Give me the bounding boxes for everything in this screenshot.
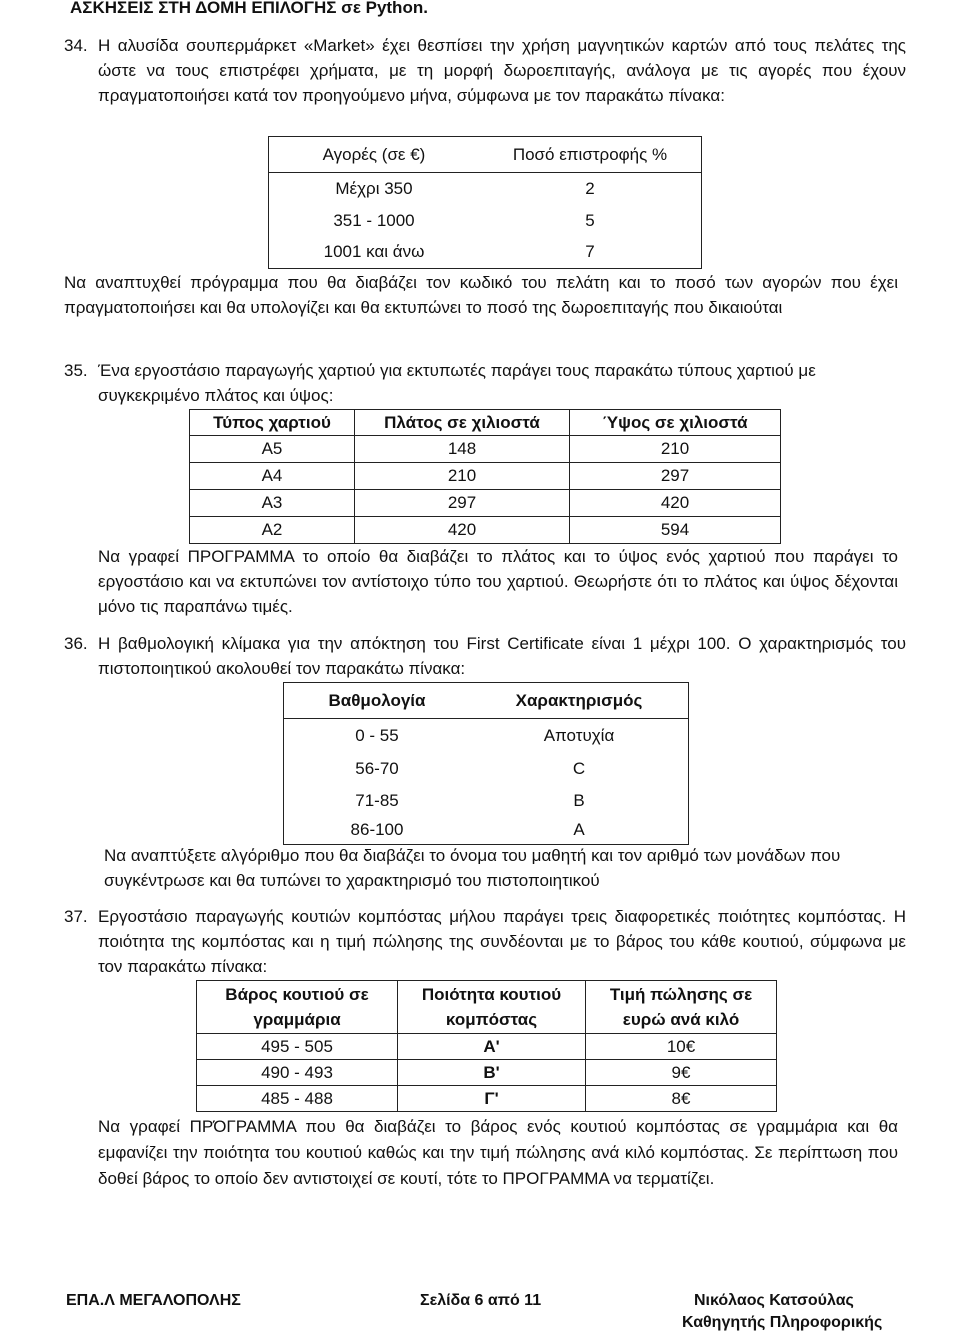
table-header: Ποσό επιστροφής % xyxy=(479,137,702,173)
exercise-36 xyxy=(64,631,906,681)
table-header: Βάρος κουτιού σε γραμμάρια xyxy=(197,981,398,1034)
table-cell: 9€ xyxy=(586,1060,777,1086)
table-cell: 210 xyxy=(355,463,570,490)
exercise-34 xyxy=(64,33,906,108)
table-header: Τύπος χαρτιού xyxy=(190,410,355,436)
exercise-35-task xyxy=(98,544,898,619)
table-cell: Αποτυχία xyxy=(543,725,615,745)
table-cell: 490 - 493 xyxy=(197,1060,398,1086)
exercise-intro: Η βαθμολογική κλίμακα για την απόκτηση του First Certificate είναι 1 μέχρι 100. Ο χαρακτηρισμός του πιστοποιητικού ακολουθεί τον παρακάτω πίνακα: xyxy=(98,634,906,678)
table-cell: B' xyxy=(398,1060,586,1086)
page-header: ΑΣΚΗΣΕΙΣ ΣΤΗ ΔΟΜΗ ΕΠΙΛΟΓΗΣ σε Python. xyxy=(70,0,428,17)
paper-table xyxy=(189,409,781,544)
table-cell: 210 xyxy=(570,436,781,463)
exercise-34-task xyxy=(64,270,898,320)
exercise-number: 35. xyxy=(64,361,88,380)
table-cell: 5 xyxy=(585,210,595,230)
exercise-number: 34. xyxy=(64,36,88,55)
table-cell: 56-70 xyxy=(355,758,399,778)
table-cell: 420 xyxy=(570,490,781,517)
footer-role: Καθηγητής Πληροφορικής xyxy=(682,1314,883,1331)
exercise-task: Να αναπτύξετε αλγόριθμο που θα διαβάζει το όνομα του μαθητή και τον αριθμό των μονάδων που συγκέντρωσε και θα τυπώνει το χαρακτηρισμό του πιστοποιητικού xyxy=(104,846,841,890)
exercise-37-task xyxy=(98,1114,898,1192)
cashback-table xyxy=(268,136,702,269)
table-cell: Γ' xyxy=(398,1086,586,1112)
table-header: Ύψος σε χιλιοστά xyxy=(570,410,781,436)
exercise-number: 36. xyxy=(64,634,88,653)
table-cell: A2 xyxy=(190,517,355,544)
table-cell: 10€ xyxy=(586,1034,777,1060)
exercise-task: Να αναπτυχθεί πρόγραμμα που θα διαβάζει τον κωδικό του πελάτη και το ποσό των αγορών που έχει πραγματοποιήσει και θα υπολογίζει και θα εκτυπώνει το ποσό της δωροεπιταγής που δικαιούται xyxy=(64,273,898,317)
table-header: Πλάτος σε χιλιοστά xyxy=(355,410,570,436)
table-cell: A' xyxy=(398,1034,586,1060)
table-cell: 594 xyxy=(570,517,781,544)
table-cell: C xyxy=(572,758,586,778)
footer-author: Νικόλαος Κατσούλας xyxy=(694,1292,854,1309)
table-cell: 0 - 55 xyxy=(355,725,399,745)
table-cell: A4 xyxy=(190,463,355,490)
table-header: Ποιότητα κουτιού κομπόστας xyxy=(398,981,586,1034)
table-cell: 351 - 1000 xyxy=(333,210,415,230)
table-cell: 71-85 xyxy=(355,790,399,810)
table-cell: B xyxy=(573,790,585,810)
exercise-intro: Η αλυσίδα σουπερμάρκετ «Market» έχει θεσπίσει την χρήση μαγνητικών καρτών από τους πελάτες της ώστε να τους επιστρέφει χρήματα, με τη μορφή δωροεπιταγής, ανάλογα με τις αγορές που έχουν πραγματοποιήσει κατά τον προηγούμενο μήνα, σύμφωνα με τον παρακάτω πίνακα: xyxy=(98,36,906,105)
table-header: Αγορές (σε €) xyxy=(269,137,480,173)
exercise-number: 37. xyxy=(64,907,88,926)
table-header: Βαθμολογία xyxy=(284,683,471,719)
table-cell: 86-100 xyxy=(350,820,404,840)
table-cell: 297 xyxy=(355,490,570,517)
table-cell: Μέχρι 350 xyxy=(335,178,413,198)
table-header: Χαρακτηρισμός xyxy=(470,683,689,719)
exercise-35 xyxy=(64,358,906,408)
table-cell: 148 xyxy=(355,436,570,463)
table-cell: A xyxy=(573,820,585,840)
exercise-37 xyxy=(64,904,906,979)
table-cell: A5 xyxy=(190,436,355,463)
table-cell: 2 xyxy=(585,178,595,198)
exercise-intro: Εργοστάσιο παραγωγής κουτιών κομπόστας μήλου παράγει τρεις διαφορετικές ποιότητες κομπόστας. Η ποιότητα της κομπόστας και η τιμή πώλησης της συνδέονται με το βάρος του κάθε κουτιού, σύμφωνα με τον παρακάτω πίνακα: xyxy=(98,907,906,976)
table-cell: 495 - 505 xyxy=(197,1034,398,1060)
grading-table xyxy=(283,682,689,845)
exercise-intro: Ένα εργοστάσιο παραγωγής χαρτιού για εκτυπωτές παράγει τους παρακάτω τύπους χαρτιού με συγκεκριμένο πλάτος και ύψος: xyxy=(98,361,816,405)
table-cell: 485 - 488 xyxy=(197,1086,398,1112)
footer-page-number: Σελίδα 6 από 11 xyxy=(420,1292,542,1309)
table-cell: A3 xyxy=(190,490,355,517)
footer-school: ΕΠΑ.Λ ΜΕΓΑΛΟΠΟΛΗΣ xyxy=(66,1292,241,1309)
table-cell: 420 xyxy=(355,517,570,544)
table-cell: 8€ xyxy=(586,1086,777,1112)
table-cell: 297 xyxy=(570,463,781,490)
exercise-task: Να γραφεί ΠΡΟΓΡΑΜΜΑ το οποίο θα διαβάζει το πλάτος και το ύψος ενός χαρτιού που παράγει το εργοστάσιο και να εκτυπώνει τον αντίστοιχο τύπο του χαρτιού. Θεωρήστε ότι το πλάτος και ύψος δέχονται μόνο τις παραπάνω τιμές. xyxy=(98,547,898,616)
exercise-task: Να γραφεί ΠΡΌΓΡΑΜΜΑ που θα διαβάζει το βάρος ενός κουτιού κομπόστας σε γραμμάρια και θα εμφανίζει την ποιότητα του κουτιού καθώς και την τιμή πώλησης ανά κιλό κομπόστας. Σε περίπτωση που δοθεί βάρος το οποίο δεν αντιστοιχεί σε κουτί, τότε το ΠΡΟΓΡΑΜΜΑ να τερματίζει. xyxy=(98,1117,898,1188)
table-header: Τιμή πώλησης σε ευρώ ανά κιλό xyxy=(586,981,777,1034)
compote-table xyxy=(196,980,777,1112)
table-cell: 7 xyxy=(585,242,595,262)
table-cell: 1001 και άνω xyxy=(323,242,425,262)
exercise-36-task xyxy=(104,843,900,893)
